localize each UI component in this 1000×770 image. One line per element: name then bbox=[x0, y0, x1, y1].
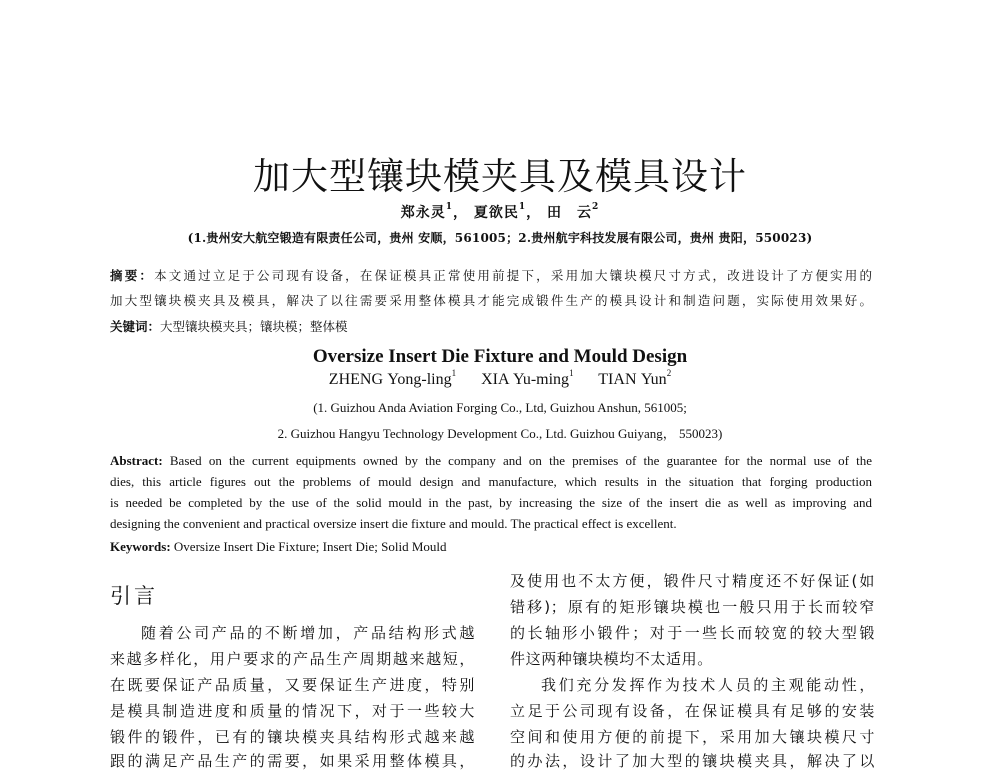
body-line: 来越多样化，用户要求的产品生产周期越来越短， bbox=[110, 650, 475, 668]
body-line: 空间和使用方便的前提下，采用加大镶块模尺寸 bbox=[510, 728, 875, 746]
body-line: 我们充分发挥作为技术人员的主观能动性， bbox=[541, 676, 875, 694]
keywords-en-text: Oversize Insert Die Fixture; Insert Die; Solid Mould bbox=[173, 539, 447, 554]
body-line: 是模具制造进度和质量的情况下，对于一些较大 bbox=[110, 702, 475, 720]
affiliation-cn: (1.贵州安大航空锻造有限责任公司，贵州 安顺，561005；2.贵州航宇科技发展有限公司，贵州 贵阳，550023) bbox=[187, 231, 813, 245]
author-name: 田 云 bbox=[547, 205, 592, 221]
abstract-cn-line: 加大型镶块模夹具及模具，解决了以往需要采用整体模具才能完成锻件生产的模具设计和制造问题，实际使用效果好。 bbox=[110, 293, 872, 308]
author-name: 夏欲民 bbox=[473, 205, 519, 221]
body-line: 随着公司产品的不断增加，产品结构形式越 bbox=[141, 624, 475, 642]
abstract-cn-text: 本文通过立足于公司现有设备，在保证模具正常使用前提下，采用加大镶块模尺寸方式，改进设计了方便实用的 bbox=[154, 268, 872, 283]
body-line: 的长轴形小锻件；对于一些长而较宽的较大型锻 bbox=[510, 624, 875, 642]
keywords-cn-label: 关键词： bbox=[110, 319, 161, 334]
body-line: 锻件的锻件，已有的镶块模夹具结构形式越来越 bbox=[110, 728, 475, 746]
author-name-en: TIAN Yun bbox=[598, 371, 667, 388]
abstract-en-line: dies, this article figures out the problems of mould design and manufacture, which results in the situation that forging production bbox=[110, 474, 872, 489]
authors-cn bbox=[0, 202, 1000, 221]
author-separator: ， bbox=[526, 205, 542, 221]
affiliation-en-2: 2. Guizhou Hangyu Technology Development Co., Ltd. Guizhou Guiyang， 550023) bbox=[277, 426, 723, 441]
body-line: 件这两种镶块模均不太适用。 bbox=[510, 650, 713, 668]
author-affil-mark: 1 bbox=[569, 368, 574, 378]
abstract-en-line bbox=[110, 454, 872, 467]
keywords-cn bbox=[110, 321, 872, 334]
body-line: 立足于公司现有设备，在保证模具有足够的安装 bbox=[510, 702, 875, 720]
keywords-en-label: Keywords: bbox=[110, 539, 171, 554]
body-line: 及使用也不太方便，锻件尺寸精度还不好保证(如 bbox=[510, 572, 875, 590]
abstract-en-label: Abstract: bbox=[110, 453, 163, 468]
author-name-en: ZHENG Yong-ling bbox=[328, 371, 452, 388]
affiliation-en-1: (1. Guizhou Anda Aviation Forging Co., Ltd, Guizhou Anshun, 561005; bbox=[313, 400, 687, 415]
body-line: 在既要保证产品质量，又要保证生产进度，特别 bbox=[110, 676, 475, 694]
author-name: 郑永灵 bbox=[400, 205, 446, 221]
author-affil-mark: 2 bbox=[592, 202, 600, 212]
paper-title-cn: 加大型镶块模夹具及模具设计 bbox=[253, 155, 747, 198]
abstract-en-text: Based on the current equipments owned by the company and on the premises of the guarantee for the normal use of the bbox=[169, 453, 872, 468]
authors-en bbox=[0, 368, 1000, 388]
keywords-cn-text: 大型镶块模夹具；镶块模；整体模 bbox=[160, 319, 348, 334]
author-affil-mark: 2 bbox=[666, 368, 672, 378]
abstract-en-line: is needed be completed by the use of the solid mould in the past, by increasing the size of the insert die as well as improving and bbox=[110, 495, 872, 510]
paper-title-en: Oversize Insert Die Fixture and Mould Design bbox=[312, 346, 688, 367]
body-line: 的办法，设计了加大型的镶块模夹具，解决了以 bbox=[510, 752, 875, 770]
abstract-cn-line bbox=[110, 270, 872, 283]
author-name-en: XIA Yu-ming bbox=[481, 371, 570, 388]
abstract-en-line: designing the convenient and practical oversize insert die fixture and mould. The practical effect is excellent. bbox=[110, 516, 677, 531]
author-affil-mark: 1 bbox=[451, 368, 457, 378]
author-affil-mark: 1 bbox=[518, 202, 527, 212]
body-line: 跟的满足产品生产的需要，如果采用整体模具， bbox=[110, 752, 475, 770]
author-separator: ， bbox=[452, 205, 468, 221]
section-heading-introduction: 引言 bbox=[110, 584, 158, 608]
body-line: 错移)；原有的矩形镶块模也一般只用于长而较窄 bbox=[510, 598, 875, 616]
abstract-cn-label: 摘要： bbox=[110, 268, 155, 283]
keywords-en bbox=[110, 540, 872, 553]
author-affil-mark: 1 bbox=[445, 202, 453, 212]
